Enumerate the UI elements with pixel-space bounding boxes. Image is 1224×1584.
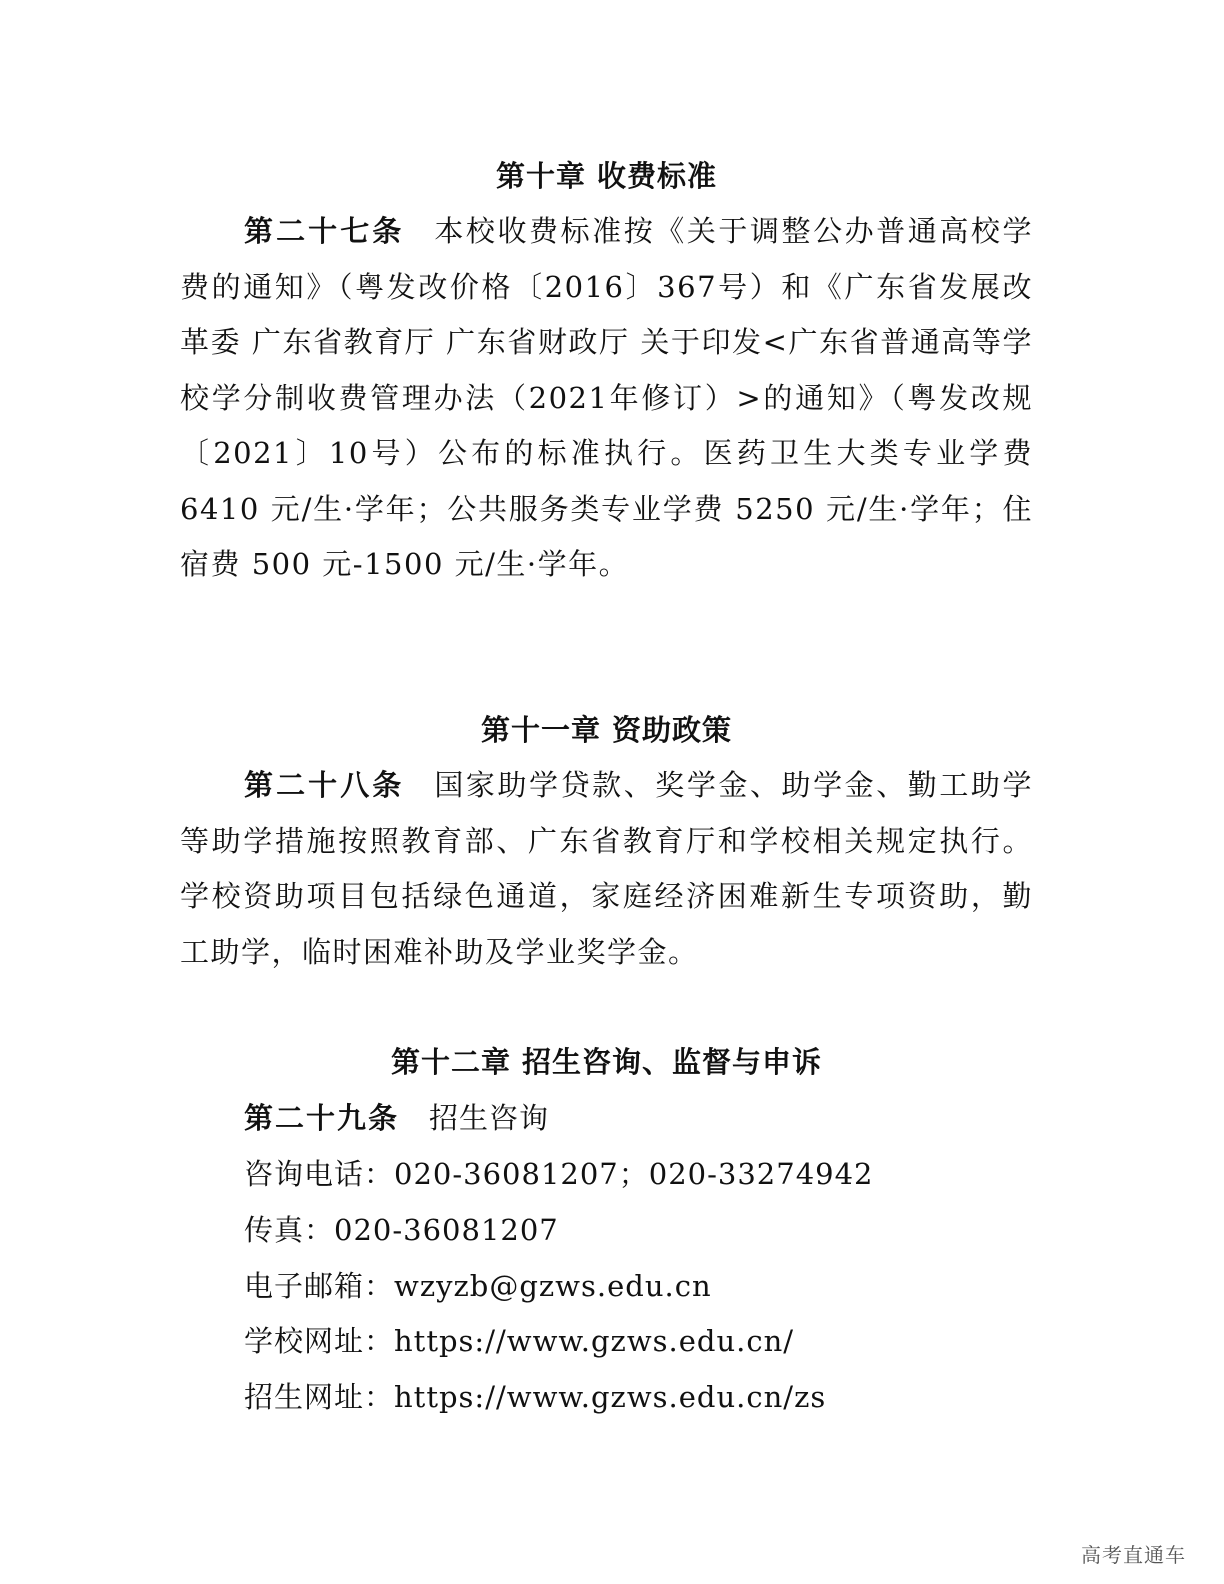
article-27 [180, 204, 1033, 593]
watermark-text: 高考直通车 [1081, 1543, 1186, 1567]
article-28-text: 国家助学贷款、奖学金、助学金、勤工助学等助学措施按照教育部、广东省教育厅和学校相关规定执行。学校资助项目包括绿色通道，家庭经济困难新生专项资助，勤工助学，临时困难补助及学业奖学金。 [180, 768, 1033, 969]
chapter-12-title: 第十二章 招生咨询、监督与申诉 [390, 1045, 823, 1079]
phone-line: 咨询电话：020-36081207；020-33274942 [244, 1157, 874, 1191]
chapter-11-title: 第十一章 资助政策 [480, 713, 733, 747]
fax-line: 传真：020-36081207 [244, 1213, 559, 1247]
school-website-line: 学校网址：https://www.gzws.edu.cn/ [244, 1324, 795, 1358]
article-29-text: 招生咨询 [429, 1101, 550, 1135]
chapter-10-title: 第十章 收费标准 [495, 159, 718, 193]
article-28 [180, 758, 1033, 980]
article-27-label: 第二十七条 [244, 214, 405, 248]
admission-website-line: 招生网址：https://www.gzws.edu.cn/zs [244, 1380, 827, 1414]
article-29 [244, 1098, 549, 1138]
article-27-text: 本校收费标准按《关于调整公办普通高校学费的通知》（粤发改价格〔2016〕367号）和《广东省发展改革委 广东省教育厅 广东省财政厅 关于印发<广东省普通高等学校学分制收费管理办法（2021年修订）>的通知》（粤发改规〔2021〕10号）公布的标准执行。医药卫生大类专业学费 6410 元/生·学年；公共服务类专业学费 5250 元/生·学年；住宿费 500 元-1500 元/生·学年。 [180, 214, 1033, 581]
article-29-label: 第二十九条 [244, 1101, 400, 1135]
email-line: 电子邮箱：wzyzb@gzws.edu.cn [244, 1269, 712, 1303]
article-28-label: 第二十八条 [244, 768, 405, 802]
